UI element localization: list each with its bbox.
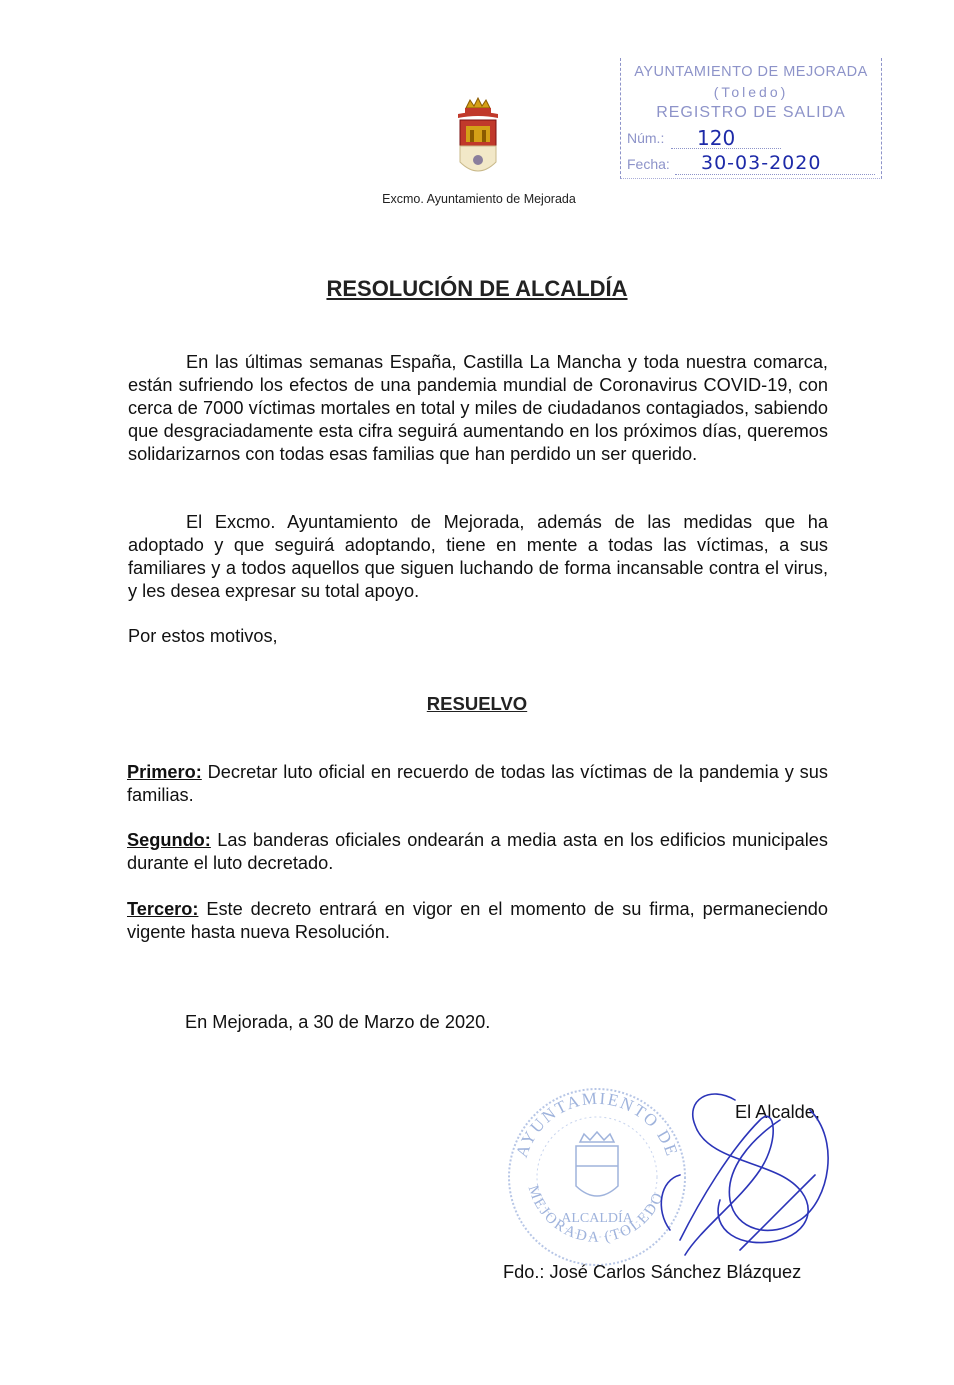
paragraph-context: En las últimas semanas España, Castilla La Mancha y toda nuestra comarca, están sufriendo los efectos de una pandemia mundial de Coronavirus COVID-19, con cerca de 7000 víctimas mortales en total y miles de ciudadanos contagiados, sabiendo que desgraciadamente esta cifra seguirá aumentando en los próximos días, queremos solidarizarnos con todas esas familias que han perdido un ser querido. [128,352,828,464]
stamp-date-label: Fecha: [627,156,670,172]
item-label: Tercero: [127,899,199,919]
item-label: Segundo: [127,830,211,850]
seal-bottom-text: MEJORADA (TOLEDO [524,1183,668,1246]
signed-by: Fdo.: José Carlos Sánchez Blázquez [503,1262,802,1282]
resolution-item: Primero: Decretar luto oficial en recuerdo de todas las víctimas de la pandemia y sus familias. [127,762,828,805]
handwritten-signature [640,1080,850,1270]
resuelvo-heading: RESUELVO [426,693,528,714]
stamp-date-value: 30-03-2020 [701,152,822,174]
registry-stamp [620,58,882,179]
seal-top-text: AYUNTAMIENTO DE [511,1088,683,1160]
paragraph-support: El Excmo. Ayuntamiento de Mejorada, además de las medidas que ha adoptado y que seguirá adoptando, tiene en mente a todas las víctimas, a sus familiares y a todos aquellos que siguen luchando de forma incansable contra el virus, y les desea expresar su total apoyo. [128,512,828,601]
stamp-municipality: AYUNTAMIENTO DE MEJORADA [634,64,868,80]
stamp-number-value: 120 [697,126,736,150]
stamp-province: (Toledo) [713,84,789,100]
item-label: Primero: [127,762,202,782]
signoff-role: El Alcalde, [735,1102,820,1122]
issuer-name: Excmo. Ayuntamiento de Mejorada [382,192,576,206]
resolution-item: Tercero: Este decreto entrará en vigor en el momento de su firma, permaneciendo vigente hasta nueva Resolución. [127,899,828,942]
paragraph-motives: Por estos motivos, [128,626,278,646]
stamp-date-underline [675,174,875,176]
stamp-registry: REGISTRO DE SALIDA [656,104,846,121]
stamp-number-label: Núm.: [627,130,665,146]
date-line: En Mejorada, a 30 de Marzo de 2020. [185,1012,491,1032]
resolution-item: Segundo: Las banderas oficiales ondearán a media asta en los edificios municipales durante el luto decretado. [127,830,828,873]
coat-of-arms-icon [452,96,504,182]
document-title: RESOLUCIÓN DE ALCALDÍA [326,276,628,301]
seal-center-text: ALCALDÍA [561,1211,633,1226]
